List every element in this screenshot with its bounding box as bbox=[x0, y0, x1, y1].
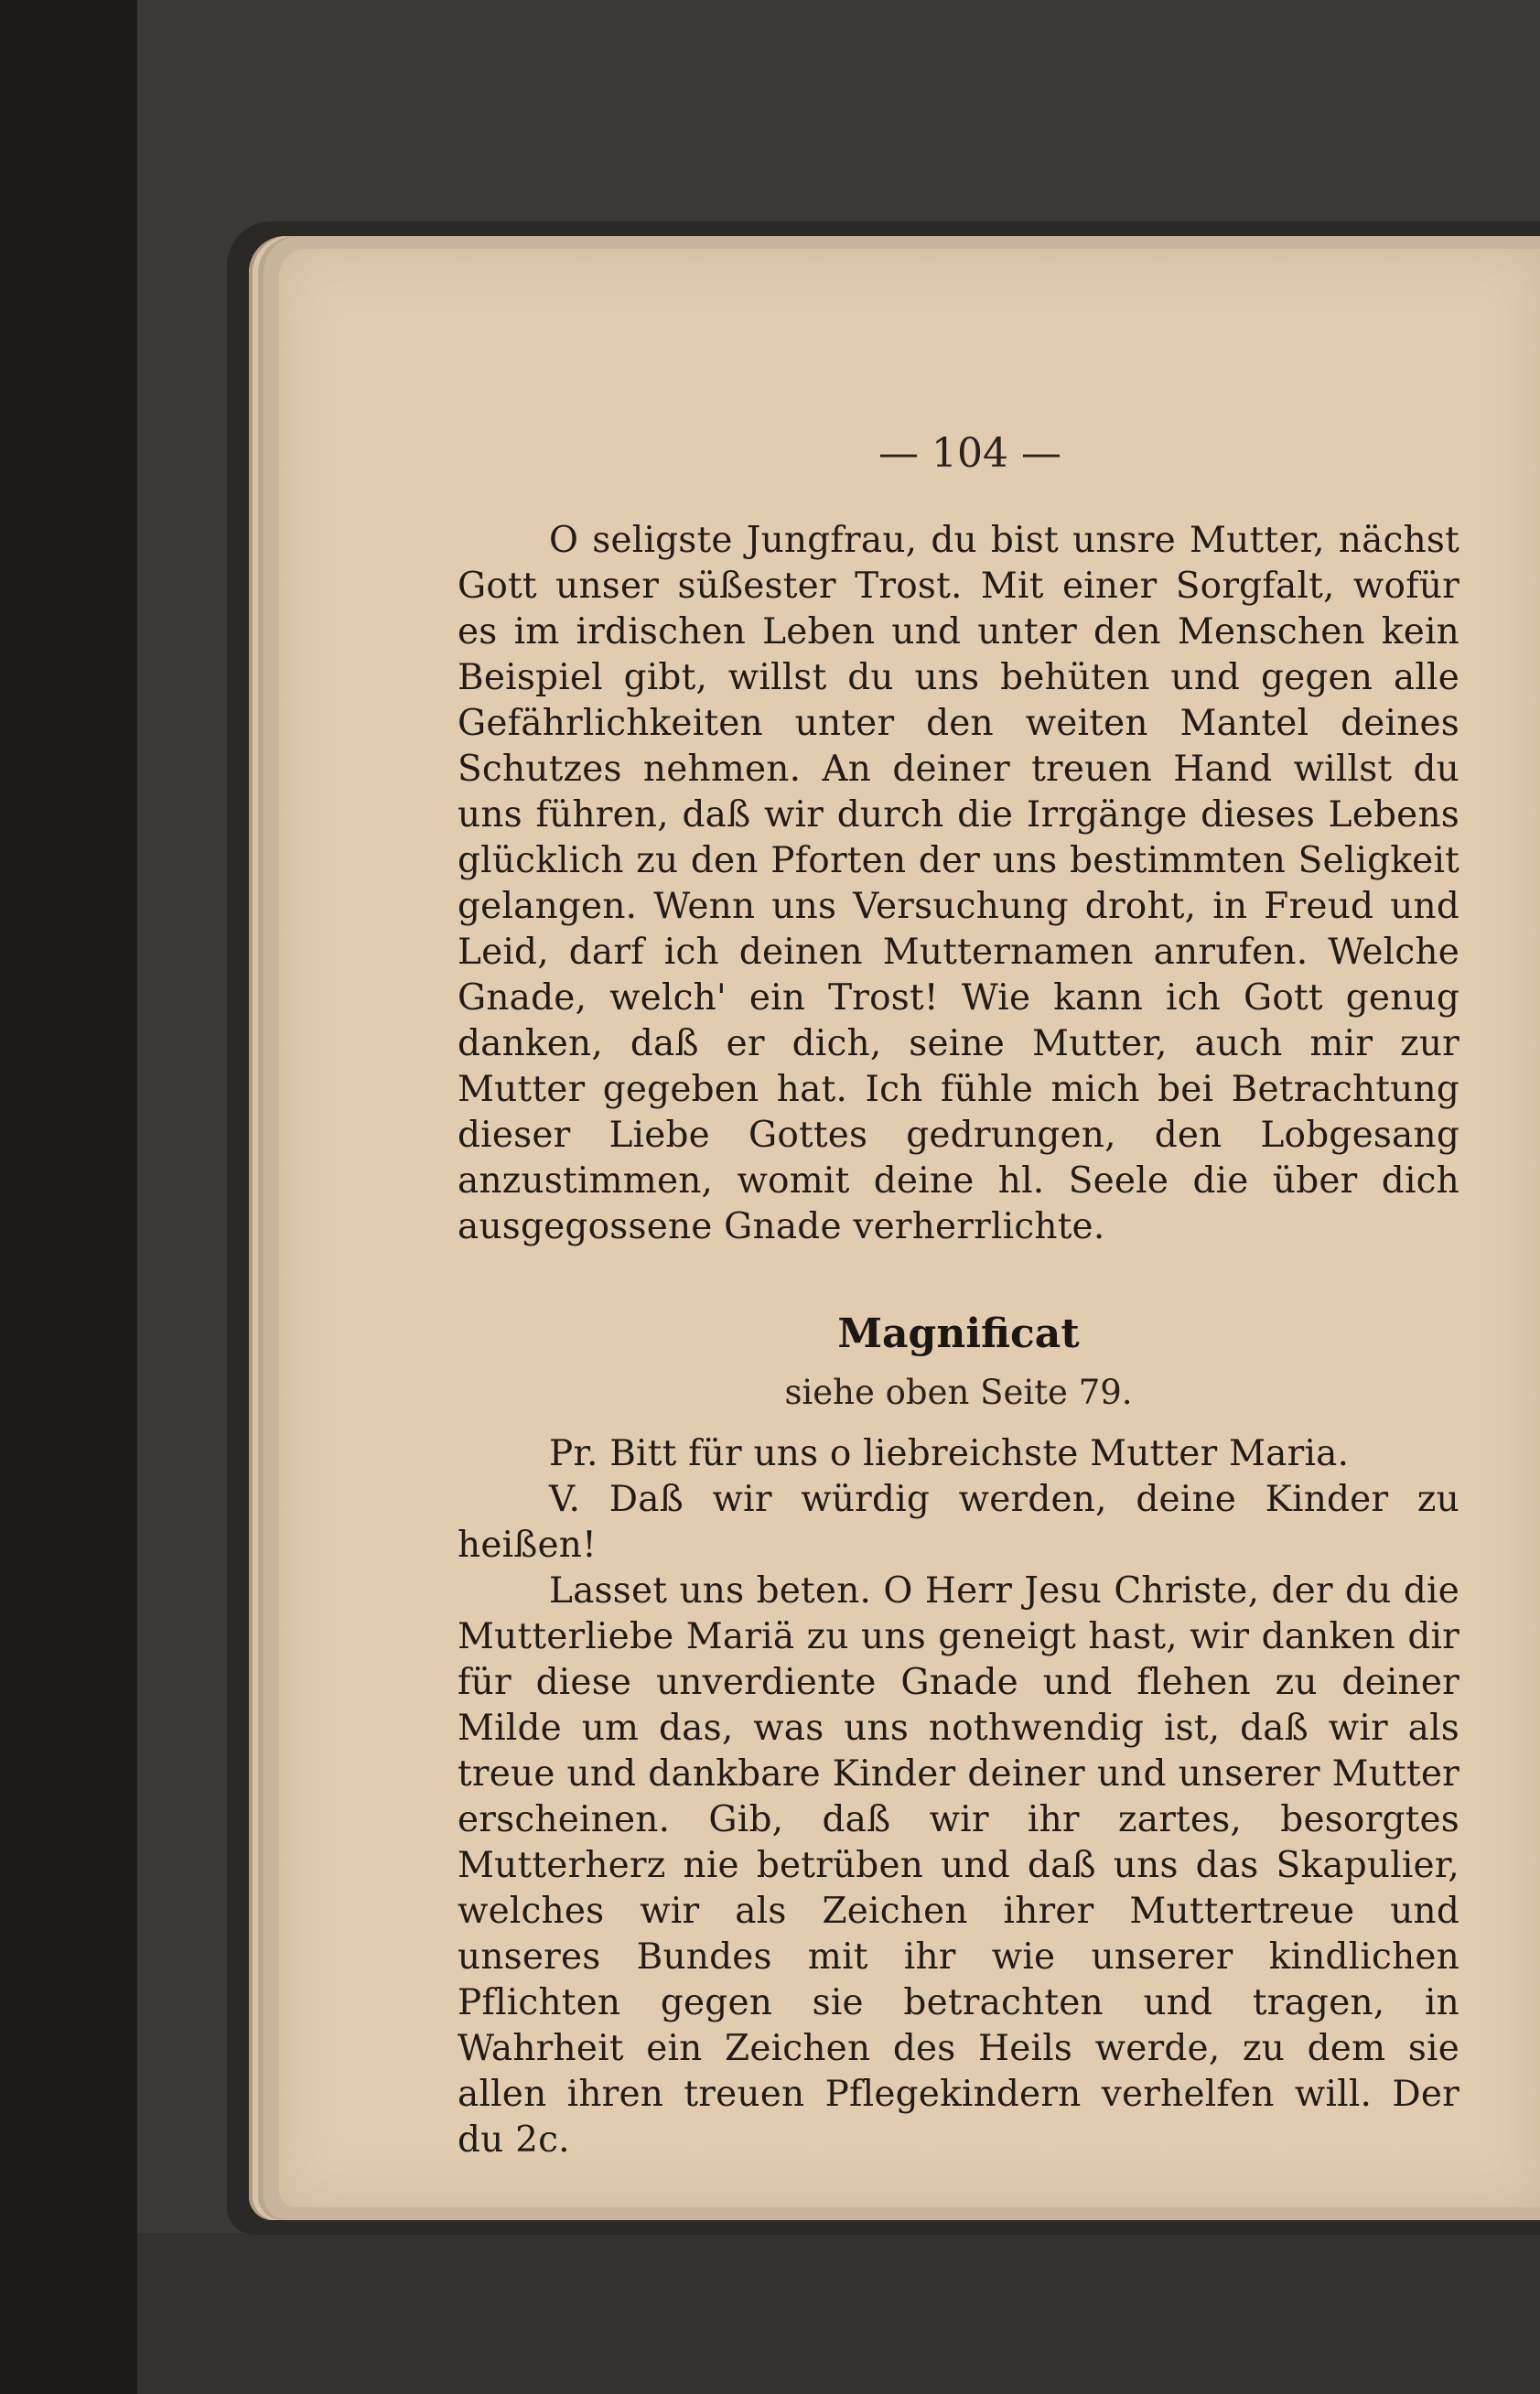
versicle-response: V. Daß wir würdig werden, deine Kinder zu heißen! bbox=[458, 1479, 1459, 1566]
page-number: — 104 — bbox=[878, 430, 1061, 477]
paragraph-1-text: O seligste Jungfrau, du bist unsre Mutter, nächst Gott unser süßester Trost. Mit einer Sorgfalt, wofür es im irdischen Leben und unter den Menschen kein Beispiel gibt, willst du uns behüten und gegen alle Gefährlichkeiten unter den weiten Mantel deines Schutzes nehmen. An deiner treuen Hand willst du uns führen, daß wir durch die Irrgänge dieses Lebens glücklich zu den Pforten der uns bestimmten Seligkeit gelangen. Wenn uns Versuchung droht, in Freud und Leid, darf ich deinen Mutternamen anrufen. Welche Gnade, welch' ein Trost! Wie kann ich Gott genug danken, daß er dich, seine Mutter, auch mir zur Mutter gegeben hat. Ich fühle mich bei Betrachtung dieser Liebe Gottes gedrungen, den Lobgesang anzustimmen, womit deine hl. Seele die über dich ausgegossene Gnade verherrlichte. bbox=[458, 520, 1459, 1247]
background-board-bottom bbox=[137, 2233, 1540, 2394]
prayer-text: Lasset uns beten. O Herr Jesu Christe, der du die Mutterliebe Mariä zu uns geneigt hast, wir danken dir für diese unverdiente Gnade und flehen zu deiner Milde um das, was uns nothwendig ist, daß wir als treue und dankbare Kinder deiner und unserer Mutter erscheinen. Gib, daß wir ihr zartes, besorgtes Mutterherz nie betrüben und daß uns das Skapulier, welches wir als Zeichen ihrer Muttertreue und unseres Bundes mit ihr wie unserer kindlichen Pflichten gegen sie betrachten und tragen, in Wahrheit ein Zeichen des Heils werde, zu dem sie allen ihren treuen Pflegekindern verhelfen will. Der du 2c. bbox=[458, 1570, 1459, 2161]
section-subheading: siehe oben Seite 79. bbox=[784, 1373, 1133, 1412]
versicle-priest: Pr. Bitt für uns o liebreichste Mutter Maria. bbox=[549, 1433, 1350, 1474]
body-paragraph bbox=[458, 518, 1459, 1250]
section-heading: Magnificat bbox=[837, 1310, 1080, 1357]
versicles bbox=[458, 1431, 1459, 2163]
